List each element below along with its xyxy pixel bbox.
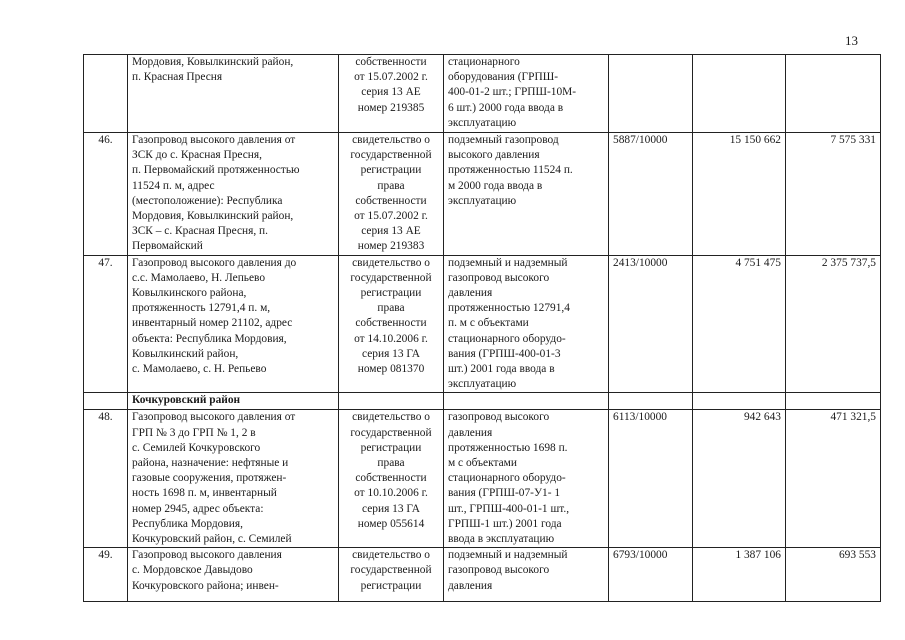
object-characteristics-line: подземный и надземный (448, 256, 568, 269)
object-description-line: инвентарный номер 21102, адрес (132, 317, 293, 330)
registration-certificate (339, 55, 444, 133)
object-description-line: Газопровод высокого давления до (132, 256, 297, 269)
object-characteristics-line: подземный газопровод (448, 134, 559, 146)
ownership-share: 6113/10000 (609, 410, 693, 548)
object-description-line: (местоположение): Республика (132, 194, 283, 207)
registration-certificate-line: права (377, 457, 405, 470)
ownership-share: 5887/10000 (609, 133, 693, 256)
registration-certificate-line: государственной (350, 426, 432, 439)
object-characteristics-line: шт.) 2001 года ввода в (448, 363, 555, 376)
registration-certificate-line: собственности (355, 472, 427, 485)
district-empty-cell (444, 393, 609, 410)
object-characteristics-line: стационарного оборудо- (448, 332, 566, 345)
object-characteristics-line: шт., ГРПШ-400-01-1 шт., (448, 502, 570, 515)
registration-certificate-line: серия 13 ГА (362, 347, 420, 360)
share-value (786, 55, 881, 133)
registration-certificate-line: регистрации (360, 579, 422, 592)
object-characteristics-line: давления (448, 287, 493, 300)
object-description-line: Газопровод высокого давления от (132, 134, 296, 146)
object-description-line: Мордовия, Ковылкинский район, (132, 56, 294, 68)
object-characteristics-line: протяженностью 1698 п. (448, 441, 568, 454)
district-empty-cell (609, 393, 693, 410)
object-characteristics-line: м 2000 года ввода в (448, 179, 543, 192)
table-row (84, 410, 881, 548)
cadastral-value: 4 751 475 (693, 255, 786, 393)
registration-certificate-line: государственной (350, 149, 432, 162)
cadastral-value: 1 387 106 (693, 548, 786, 602)
object-description-line: ЗСК до с. Красная Пресня, (132, 149, 262, 162)
object-characteristics-line: эксплуатацию (448, 378, 517, 391)
object-characteristics-line: вания (ГРПШ-07-У1- 1 (448, 487, 561, 500)
object-description-line: района, назначение: нефтяные и (132, 457, 289, 470)
registration-certificate-line: номер 055614 (357, 517, 425, 530)
object-characteristics-line: газопровод высокого (448, 411, 550, 424)
object-description-line: Мордовия, Ковылкинский район, (132, 210, 294, 223)
table-row (84, 55, 881, 133)
share-value: 7 575 331 (786, 133, 881, 256)
registration-certificate-line: номер 219383 (357, 240, 425, 253)
object-description-line: с. Мамолаево, с. Н. Репьево (132, 363, 267, 376)
table-row (84, 255, 881, 393)
object-description (128, 410, 339, 548)
row-number (84, 55, 128, 133)
table-row (84, 548, 881, 602)
object-description-line: с.с. Мамолаево, Н. Лепьево (132, 271, 266, 284)
share-value: 693 553 (786, 548, 881, 602)
share-value: 2 375 737,5 (786, 255, 881, 393)
registration-certificate-line: от 10.10.2006 г. (354, 487, 428, 500)
object-description-line: с. Семилей Кочкуровского (132, 441, 261, 454)
row-number: 46. (84, 133, 128, 256)
object-description-line: п. Красная Пресня (132, 71, 223, 84)
registration-certificate-line: государственной (350, 271, 432, 284)
cadastral-value: 15 150 662 (693, 133, 786, 256)
object-description-line: 11524 п. м, адрес (132, 179, 215, 192)
property-table (83, 54, 881, 602)
object-description-line: Газопровод высокого давления (132, 549, 282, 562)
row-number: 47. (84, 255, 128, 393)
object-characteristics (444, 55, 609, 133)
object-description-line: Кочкуровский район, с. Семилей (132, 533, 292, 546)
object-characteristics (444, 548, 609, 602)
object-description (128, 55, 339, 133)
registration-certificate-line: от 15.07.2002 г. (354, 71, 428, 84)
object-description-line: номер 2945, адрес объекта: (132, 502, 264, 515)
object-description-line: Ковылкинский район, (132, 347, 239, 360)
ownership-share: 6793/10000 (609, 548, 693, 602)
object-description-line: протяженность 12791,4 п. м, (132, 302, 271, 315)
registration-certificate (339, 255, 444, 393)
registration-certificate-line: свидетельство о (352, 549, 430, 562)
object-description (128, 255, 339, 393)
registration-certificate-line: свидетельство о (352, 411, 430, 424)
object-description-line: ность 1698 п. м, инвентарный (132, 487, 277, 500)
district-row (84, 393, 881, 410)
object-description-line: газовые сооружения, протяжен- (132, 472, 287, 485)
object-characteristics (444, 133, 609, 256)
registration-certificate-line: права (377, 302, 405, 315)
object-characteristics-line: эксплуатацию (448, 116, 517, 129)
object-characteristics-line: подземный и надземный (448, 549, 568, 562)
table-row (84, 133, 881, 256)
object-characteristics-line: газопровод высокого (448, 564, 550, 577)
registration-certificate-line: серия 13 АЕ (361, 225, 421, 238)
object-characteristics-line: м с объектами (448, 457, 517, 470)
object-description-line: с. Мордовское Давыдово (132, 564, 253, 577)
object-description (128, 133, 339, 256)
registration-certificate-line: собственности (355, 56, 427, 68)
object-characteristics-line: п. м с объектами (448, 317, 529, 330)
object-description-line: Кочкуровского района; инвен- (132, 579, 279, 592)
ownership-share: 2413/10000 (609, 255, 693, 393)
district-title: Кочкуровский район (128, 393, 339, 410)
object-characteristics (444, 410, 609, 548)
object-description-line: Первомайский (132, 240, 203, 253)
cadastral-value: 942 643 (693, 410, 786, 548)
row-number: 48. (84, 410, 128, 548)
object-description-line: ЗСК – с. Красная Пресня, п. (132, 225, 268, 238)
object-description-line: Республика Мордовия, (132, 517, 243, 530)
object-characteristics-line: ввода в эксплуатацию (448, 533, 555, 546)
object-characteristics-line: давления (448, 426, 493, 439)
registration-certificate-line: свидетельство о (352, 134, 430, 146)
object-description-line: Ковылкинского района, (132, 287, 247, 300)
registration-certificate-line: от 15.07.2002 г. (354, 210, 428, 223)
object-characteristics-line: 6 шт.) 2000 года ввода в (448, 101, 564, 114)
district-empty-cell (693, 393, 786, 410)
registration-certificate-line: серия 13 ГА (362, 502, 420, 515)
object-description-line: п. Первомайский протяженностью (132, 164, 300, 177)
registration-certificate-line: от 14.10.2006 г. (354, 332, 428, 345)
object-description-line: Газопровод высокого давления от (132, 411, 296, 424)
registration-certificate-line: собственности (355, 194, 427, 207)
object-description-line: объекта: Республика Мордовия, (132, 332, 287, 345)
object-characteristics (444, 255, 609, 393)
registration-certificate (339, 548, 444, 602)
registration-certificate-line: регистрации (360, 164, 422, 177)
object-characteristics-line: протяженностью 11524 п. (448, 164, 573, 177)
registration-certificate-line: регистрации (360, 287, 422, 300)
registration-certificate-line: собственности (355, 317, 427, 330)
object-characteristics-line: вания (ГРПШ-400-01-3 (448, 347, 561, 360)
object-characteristics-line: эксплуатацию (448, 194, 517, 207)
page-number: 13 (845, 33, 858, 48)
object-characteristics-line: давления (448, 579, 493, 592)
object-characteristics-line: ГРПШ-1 шт.) 2001 года (448, 517, 562, 530)
object-description (128, 548, 339, 602)
object-characteristics-line: протяженностью 12791,4 (448, 302, 570, 315)
share-value: 471 321,5 (786, 410, 881, 548)
registration-certificate-line: свидетельство о (352, 256, 430, 269)
object-characteristics-line: 400-01-2 шт.; ГРПШ-10М- (448, 86, 577, 99)
registration-certificate (339, 410, 444, 548)
district-num-cell (84, 393, 128, 410)
object-characteristics-line: стационарного оборудо- (448, 472, 566, 485)
object-characteristics-line: стационарного (448, 56, 520, 68)
registration-certificate-line: серия 13 АЕ (361, 86, 421, 99)
registration-certificate-line: номер 081370 (357, 363, 425, 376)
cadastral-value (693, 55, 786, 133)
object-characteristics-line: газопровод высокого (448, 271, 550, 284)
object-characteristics-line: оборудования (ГРПШ- (448, 71, 558, 84)
ownership-share (609, 55, 693, 133)
district-empty-cell (786, 393, 881, 410)
registration-certificate-line: права (377, 179, 405, 192)
registration-certificate-line: номер 219385 (357, 101, 425, 114)
registration-certificate-line: государственной (350, 564, 432, 577)
registration-certificate (339, 133, 444, 256)
object-characteristics-line: высокого давления (448, 149, 540, 162)
object-description-line: ГРП № 3 до ГРП № 1, 2 в (132, 426, 256, 439)
registration-certificate-line: регистрации (360, 441, 422, 454)
row-number: 49. (84, 548, 128, 602)
district-empty-cell (339, 393, 444, 410)
